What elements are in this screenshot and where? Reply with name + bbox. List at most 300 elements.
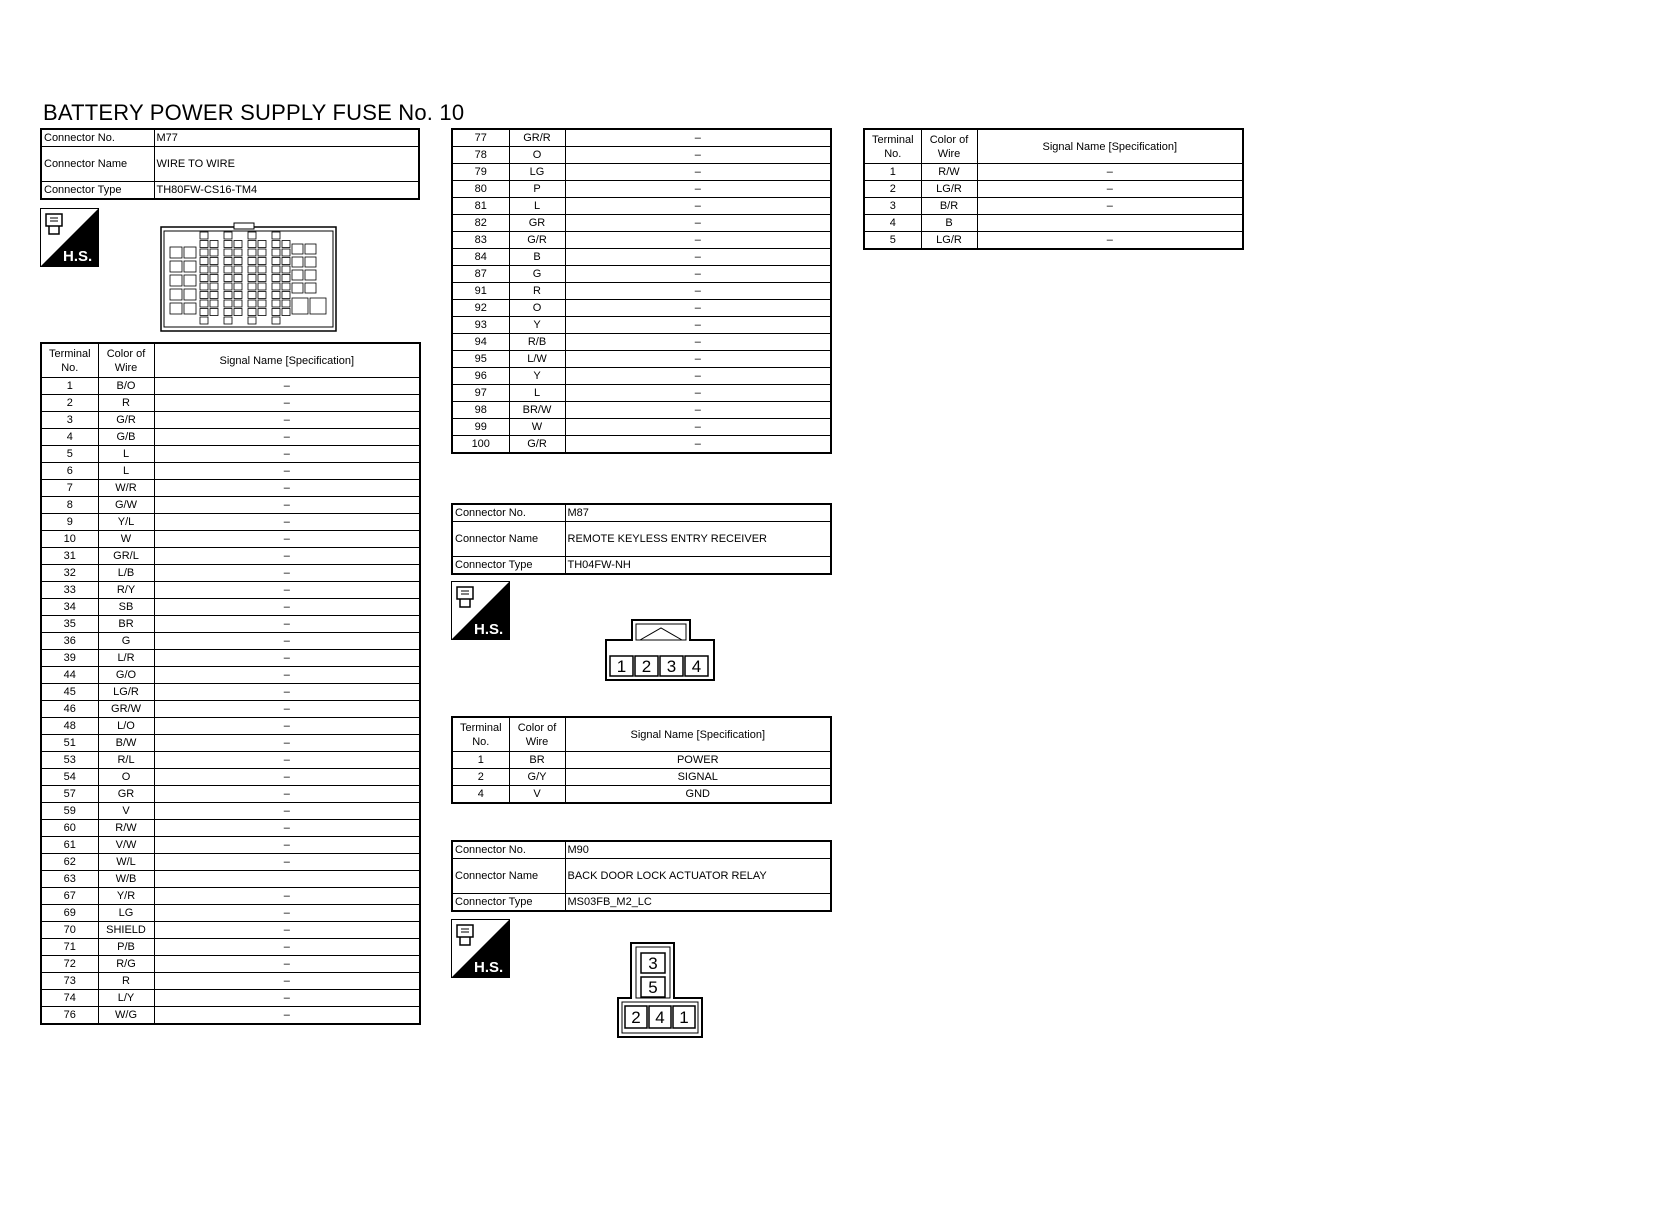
signal-name: – [154,769,420,786]
signal-name: POWER [565,752,831,769]
signal-name: – [565,129,831,147]
signal-name [977,215,1243,232]
m87-terminal-table [451,716,832,804]
table-row [41,871,420,888]
signal-name: – [565,402,831,419]
table-row [41,820,420,837]
wire-color: G [98,633,154,650]
table-row [452,164,831,181]
table-row [41,378,420,395]
m77-conn-type: TH80FW-CS16-TM4 [154,182,419,200]
wire-color: W/R [98,480,154,497]
table-row [41,480,420,497]
table-row [452,283,831,300]
signal-name: – [154,599,420,616]
m87-conn-name: REMOTE KEYLESS ENTRY RECEIVER [565,522,831,557]
m90-connector-diagram [616,941,706,1039]
table-row [41,582,420,599]
signal-name: – [154,548,420,565]
wire-color: G/B [98,429,154,446]
wire-color: L/Y [98,990,154,1007]
signal-name: – [154,837,420,854]
terminal-no: 79 [452,164,509,181]
terminal-no: 82 [452,215,509,232]
wire-color: P/B [98,939,154,956]
terminal-no: 3 [864,198,921,215]
wire-color: LG/R [921,232,977,250]
signal-name: – [154,429,420,446]
conn-type-label: Connector Type [452,557,565,575]
terminal-no: 34 [41,599,98,616]
wire-color: SB [98,599,154,616]
header-color: Color of Wire [509,717,565,752]
signal-name: – [565,368,831,385]
table-row [452,129,831,147]
table-row [41,956,420,973]
signal-name: – [154,684,420,701]
hs-icon [40,208,99,267]
terminal-no: 54 [41,769,98,786]
table-row [41,531,420,548]
m87-pin [685,656,708,676]
m87-conn-no: M87 [565,504,831,522]
signal-name: – [154,463,420,480]
table-row [41,701,420,718]
wire-color: P [509,181,565,198]
signal-name: – [565,164,831,181]
table-row [452,402,831,419]
table-row [41,599,420,616]
wire-color: R [509,283,565,300]
signal-name: – [565,147,831,164]
svg-text:2: 2 [631,1008,641,1027]
terminal-no: 4 [41,429,98,446]
terminal-no: 94 [452,334,509,351]
table-row [41,395,420,412]
signal-name: – [565,317,831,334]
table-row [452,147,831,164]
wire-color: G/R [509,436,565,454]
signal-name: – [154,412,420,429]
terminal-no: 2 [864,181,921,198]
terminal-no: 59 [41,803,98,820]
table-row [452,249,831,266]
svg-text:3: 3 [666,657,677,676]
terminal-no: 5 [864,232,921,250]
terminal-no: 10 [41,531,98,548]
m90-pin [641,953,665,973]
table-row [41,429,420,446]
table-row [41,565,420,582]
table-row [41,854,420,871]
conn-no-label: Connector No. [41,129,154,147]
terminal-no: 62 [41,854,98,871]
table-row [41,803,420,820]
wire-color: GR [509,215,565,232]
page-title: BATTERY POWER SUPPLY FUSE No. 10 [43,100,465,125]
terminal-no: 60 [41,820,98,837]
wire-color: LG [98,905,154,922]
terminal-no: 97 [452,385,509,402]
table-row [452,786,831,804]
svg-text:5: 5 [648,978,658,997]
wire-color: GR [98,786,154,803]
table-row [41,667,420,684]
m87-conn-type: TH04FW-NH [565,557,831,575]
terminal-no: 98 [452,402,509,419]
terminal-no: 4 [452,786,509,804]
table-row [452,351,831,368]
signal-name: – [154,497,420,514]
terminal-no: 51 [41,735,98,752]
wire-color: V/W [98,837,154,854]
terminal-no: 48 [41,718,98,735]
signal-name: – [154,905,420,922]
table-row [452,334,831,351]
wire-color: B/R [921,198,977,215]
table-row [864,198,1243,215]
wire-color: V [509,786,565,804]
signal-name: – [154,395,420,412]
signal-name: – [154,786,420,803]
wire-color: GR/R [509,129,565,147]
terminal-no: 53 [41,752,98,769]
table-row [864,181,1243,198]
signal-name: – [977,164,1243,181]
wire-color: G/R [509,232,565,249]
table-row [864,164,1243,181]
wire-color: B/O [98,378,154,395]
table-row [452,300,831,317]
terminal-no: 72 [41,956,98,973]
m77-conn-no: M77 [154,129,419,147]
wire-color: BR/W [509,402,565,419]
m90-conn-type: MS03FB_M2_LC [565,894,831,912]
signal-name: – [154,582,420,599]
signal-name: – [154,378,420,395]
terminal-no: 96 [452,368,509,385]
terminal-no: 70 [41,922,98,939]
wire-color: O [98,769,154,786]
terminal-no: 73 [41,973,98,990]
wire-color: L [509,385,565,402]
hs-label: H.S. [474,959,504,976]
header-terminal: Terminal No. [41,343,98,378]
wire-color: Y [509,317,565,334]
header-terminal: Terminal No. [864,129,921,164]
m90-conn-no: M90 [565,841,831,859]
wire-color: R/W [98,820,154,837]
table-row [452,752,831,769]
terminal-no: 1 [452,752,509,769]
terminal-no: 6 [41,463,98,480]
table-row [41,888,420,905]
wire-color: R/G [98,956,154,973]
signal-name: – [565,419,831,436]
signal-name: – [154,752,420,769]
table-row [41,412,420,429]
signal-name: – [154,650,420,667]
wire-color: GR/L [98,548,154,565]
signal-name: – [154,446,420,463]
m77-terminal-table-cont [451,128,832,454]
signal-name: – [565,232,831,249]
signal-name: – [565,436,831,454]
svg-text:4: 4 [655,1008,665,1027]
wire-color: O [509,300,565,317]
conn-no-label: Connector No. [452,841,565,859]
table-row [41,514,420,531]
signal-name: – [154,514,420,531]
terminal-no: 8 [41,497,98,514]
signal-name: – [565,249,831,266]
wire-color: W/B [98,871,154,888]
terminal-no: 81 [452,198,509,215]
wire-color: L [509,198,565,215]
wire-color: R [98,973,154,990]
m87-pin [610,656,633,676]
m90-terminal-table [863,128,1244,250]
terminal-no: 83 [452,232,509,249]
m90-pin [673,1006,695,1028]
table-row [452,198,831,215]
signal-name: – [154,480,420,497]
terminal-no: 57 [41,786,98,803]
terminal-no: 92 [452,300,509,317]
terminal-no: 93 [452,317,509,334]
table-row [452,769,831,786]
header-color: Color of Wire [98,343,154,378]
signal-name: – [565,181,831,198]
table-row [41,905,420,922]
terminal-no: 44 [41,667,98,684]
wire-color: R [98,395,154,412]
wire-color: R/L [98,752,154,769]
terminal-no: 39 [41,650,98,667]
terminal-no: 46 [41,701,98,718]
signal-name: – [154,854,420,871]
hs-label: H.S. [63,248,93,265]
signal-name [154,871,420,888]
table-row [41,769,420,786]
terminal-no: 99 [452,419,509,436]
table-row [864,232,1243,250]
terminal-no: 87 [452,266,509,283]
terminal-no: 1 [864,164,921,181]
svg-text:1: 1 [616,657,627,676]
wire-color: G/O [98,667,154,684]
table-row [41,939,420,956]
svg-text:2: 2 [641,657,652,676]
svg-text:1: 1 [679,1008,689,1027]
table-row [41,684,420,701]
signal-name: – [154,922,420,939]
header-signal: Signal Name [Specification] [565,717,831,752]
wire-color: B [921,215,977,232]
terminal-no: 2 [452,769,509,786]
terminal-no: 100 [452,436,509,454]
table-row [452,385,831,402]
m90-conn-name: BACK DOOR LOCK ACTUATOR RELAY [565,859,831,894]
wire-color: B [509,249,565,266]
signal-name: – [565,385,831,402]
wire-color: GR/W [98,701,154,718]
terminal-no: 31 [41,548,98,565]
table-row [41,973,420,990]
signal-name: – [154,616,420,633]
terminal-no: 9 [41,514,98,531]
table-row [41,650,420,667]
header-signal: Signal Name [Specification] [154,343,420,378]
wire-color: R/Y [98,582,154,599]
wire-color: L/W [509,351,565,368]
table-row [41,837,420,854]
m87-connector-diagram [604,618,716,682]
conn-type-label: Connector Type [452,894,565,912]
wire-color: G/W [98,497,154,514]
conn-no-label: Connector No. [452,504,565,522]
table-row [452,181,831,198]
signal-name: – [154,939,420,956]
table-row [41,735,420,752]
terminal-no: 76 [41,1007,98,1025]
terminal-no: 45 [41,684,98,701]
hs-icon [451,919,510,978]
hs-label: H.S. [474,621,504,638]
signal-name: – [977,181,1243,198]
m87-pin [660,656,683,676]
terminal-no: 1 [41,378,98,395]
svg-text:3: 3 [648,954,658,973]
m87-pin [635,656,658,676]
wire-color: L [98,463,154,480]
table-row [864,215,1243,232]
wire-color: G/Y [509,769,565,786]
terminal-no: 33 [41,582,98,599]
wire-color: G [509,266,565,283]
m77-info-table [40,128,420,200]
signal-name: – [154,718,420,735]
table-row [41,497,420,514]
terminal-no: 32 [41,565,98,582]
table-row [452,266,831,283]
wire-color: R/W [921,164,977,181]
m77-connector-diagram [160,222,337,332]
wire-color: L [98,446,154,463]
m87-info-table [451,503,832,575]
signal-name: – [154,820,420,837]
wire-color: W/L [98,854,154,871]
table-row [452,317,831,334]
table-row [41,786,420,803]
wire-color: Y/R [98,888,154,905]
signal-name: – [565,334,831,351]
svg-text:4: 4 [691,657,702,676]
wire-color: BR [98,616,154,633]
table-row [41,718,420,735]
table-row [41,446,420,463]
table-row [452,419,831,436]
terminal-no: 61 [41,837,98,854]
wire-color: G/R [98,412,154,429]
table-row [41,548,420,565]
wire-color: BR [509,752,565,769]
signal-name: – [154,735,420,752]
terminal-no: 67 [41,888,98,905]
m90-pin [625,1006,647,1028]
signal-name: – [977,198,1243,215]
conn-type-label: Connector Type [41,182,154,200]
terminal-no: 4 [864,215,921,232]
wire-color: SHIELD [98,922,154,939]
signal-name: – [154,531,420,548]
conn-name-label: Connector Name [452,859,565,894]
terminal-no: 91 [452,283,509,300]
signal-name: – [154,701,420,718]
terminal-no: 7 [41,480,98,497]
table-row [41,463,420,480]
wire-color: L/O [98,718,154,735]
terminal-no: 36 [41,633,98,650]
conn-name-label: Connector Name [41,147,154,182]
wire-color: O [509,147,565,164]
terminal-no: 71 [41,939,98,956]
header-signal: Signal Name [Specification] [977,129,1243,164]
table-row [452,215,831,232]
header-terminal: Terminal No. [452,717,509,752]
table-row [41,990,420,1007]
signal-name: GND [565,786,831,804]
wire-color: W [98,531,154,548]
terminal-no: 63 [41,871,98,888]
wire-color: LG/R [921,181,977,198]
signal-name: – [154,803,420,820]
conn-name-label: Connector Name [452,522,565,557]
hs-icon [451,581,510,640]
wire-color: LG/R [98,684,154,701]
signal-name: – [977,232,1243,250]
wire-color: L/R [98,650,154,667]
signal-name: – [154,990,420,1007]
wire-color: LG [509,164,565,181]
signal-name: – [154,888,420,905]
wire-color: Y/L [98,514,154,531]
table-row [41,633,420,650]
terminal-no: 2 [41,395,98,412]
wire-color: B/W [98,735,154,752]
m77-conn-name: WIRE TO WIRE [154,147,419,182]
wire-color: Y [509,368,565,385]
wire-color: W [509,419,565,436]
wire-color: L/B [98,565,154,582]
terminal-no: 77 [452,129,509,147]
table-row [41,616,420,633]
table-row [452,232,831,249]
m90-pin [641,977,665,997]
signal-name: – [565,266,831,283]
table-row [452,436,831,454]
terminal-no: 74 [41,990,98,1007]
m77-terminal-table [40,342,421,1025]
table-row [41,752,420,769]
wire-color: R/B [509,334,565,351]
table-row [452,368,831,385]
terminal-no: 95 [452,351,509,368]
signal-name: – [565,283,831,300]
wire-color: W/G [98,1007,154,1025]
signal-name: SIGNAL [565,769,831,786]
signal-name: – [565,351,831,368]
